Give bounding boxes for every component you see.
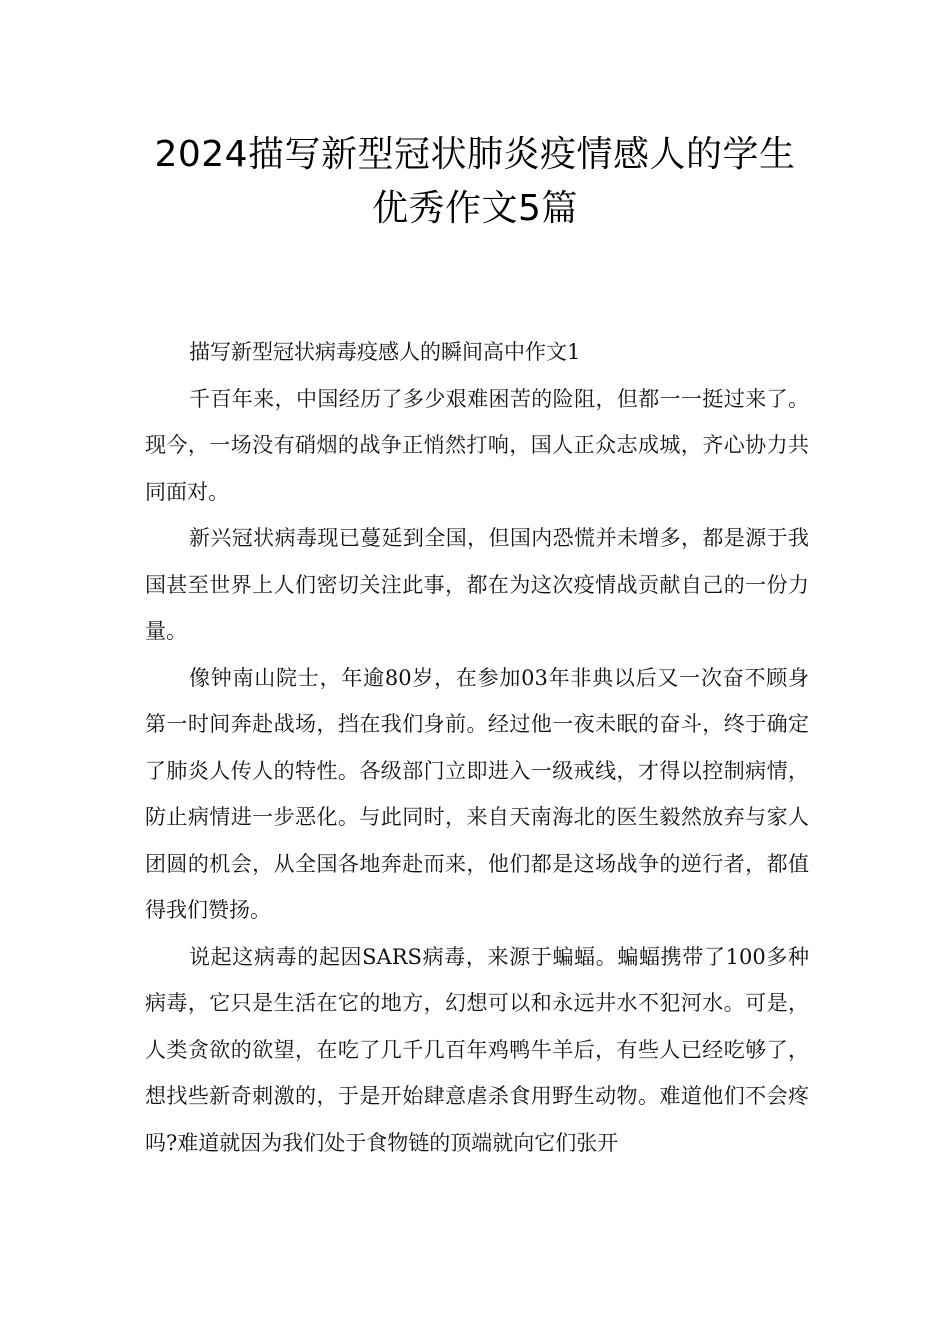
title-line-2: 优秀作文5篇: [372, 188, 578, 229]
paragraph-1: 千百年来，中国经历了多少艰难困苦的险阻，但都一一挺过来了。现今，一场没有硝烟的战争正悄然打响，国人正众志成城，齐心协力共同面对。: [145, 386, 809, 504]
paragraph-2: 新兴冠状病毒现已蔓延到全国，但国内恐慌并未增多，都是源于我国甚至世界上人们密切关注此事，都在为这次疫情战贡献自己的一份力量。: [145, 526, 809, 643]
document-title: [110, 128, 840, 236]
paragraph-3: 像钟南山院士，年逾80岁，在参加03年非典以后又一次奋不顾身第一时间奔赴战场，挡在我们身前。经过他一夜未眠的奋斗，终于确定了肺炎人传人的特性。各级部门立即进入一级戒线，才得以控制病情，防止病情进一步恶化。与此同时，来自天南海北的医生毅然放弃与家人团圆的机会，从全国各地奔赴而来，他们都是这场战争的逆行者，都值得我们赞扬。: [145, 665, 809, 922]
paragraph-4: 说起这病毒的起因SARS病毒，来源于蝙蝠。蝙蝠携带了100多种病毒，它只是生活在它的地方，幻想可以和永远井水不犯河水。可是，人类贪欲的欲望，在吃了几千几百年鸡鸭牛羊后，有些人已经吃够了，想找些新奇刺激的，于是开始肆意虐杀食用野生动物。难道他们不会疼吗?难道就因为我们处于食物链的顶端就向它们张开: [145, 944, 809, 1155]
essay-subtitle: 描写新型冠状病毒疫感人的瞬间高中作文1: [189, 340, 581, 364]
title-line-1: 2024描写新型冠状肺炎疫情感人的学生: [154, 134, 796, 175]
document-body: [145, 329, 809, 1166]
